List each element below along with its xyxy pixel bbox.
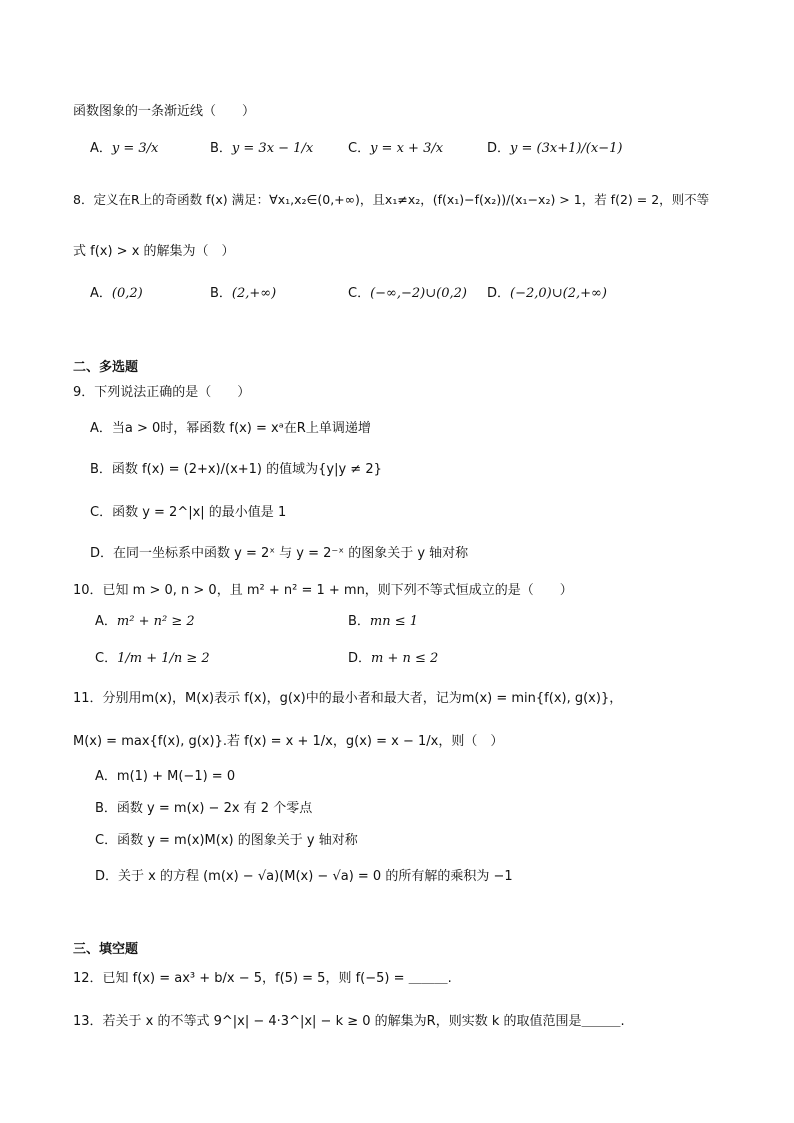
q8-option-c (348, 286, 467, 302)
option-label: B． (90, 462, 112, 477)
option-label: D． (95, 869, 119, 884)
q10-option-a (95, 614, 195, 630)
q11-option-b (95, 801, 312, 817)
q8-option-a (90, 286, 143, 302)
option-label: C． (348, 286, 371, 301)
option-text: 函数 y = 2^|x| 的最小值是 1 (112, 505, 287, 520)
q8-line2: 式 f(x) > x 的解集为（ ） (73, 244, 235, 259)
q11-option-d (95, 869, 513, 885)
q7-option-d (487, 141, 622, 157)
option-text: 函数 f(x) = (2+x)/(x+1) 的值域为{y|y ≠ 2} (111, 462, 382, 477)
option-expr: y = (3x+1)/(x−1) (510, 141, 623, 156)
section-3-title: 三、填空题 (73, 942, 139, 957)
q9-option-a (90, 421, 371, 437)
option-expr: (0,2) (111, 286, 143, 301)
option-text: 函数 y = m(x) − 2x 有 2 个零点 (116, 801, 313, 816)
q11-option-a (95, 769, 235, 785)
q9-option-b (90, 462, 382, 478)
option-text: 在同一坐标系中函数 y = 2ˣ 与 y = 2⁻ˣ 的图象关于 y 轴对称 (113, 546, 469, 561)
option-expr: y = 3/x (111, 141, 159, 156)
q8-option-b (210, 286, 276, 302)
option-expr: y = 3x − 1/x (231, 141, 314, 156)
option-expr: (2,+∞) (231, 286, 277, 301)
option-label: B． (210, 141, 232, 156)
option-expr: (−∞,−2)∪(0,2) (370, 286, 467, 301)
q7-option-b (210, 141, 313, 157)
option-label: A． (90, 141, 112, 156)
option-label: D． (90, 546, 114, 561)
option-text: m(1) + M(−1) = 0 (116, 769, 236, 784)
q10-option-b (348, 614, 418, 630)
q10-option-d (348, 651, 438, 667)
q12: 12．已知 f(x) = ax³ + b/x − 5，f(5) = 5，则 f(−5) = ＿＿＿. (73, 971, 452, 986)
option-label: C． (90, 505, 113, 520)
option-label: A． (90, 286, 112, 301)
option-label: B． (95, 801, 117, 816)
q8-line1: 8．定义在R上的奇函数 f(x) 满足：∀x₁,x₂∈(0,+∞)，且x₁≠x₂，(f(x₁)−f(x₂))/(x₁−x₂) > 1，若 f(2) = 2，则不等 (73, 192, 710, 207)
option-expr: (−2,0)∪(2,+∞) (510, 286, 607, 301)
option-label: D． (348, 651, 372, 666)
option-label: A． (90, 421, 112, 436)
option-expr: mn ≤ 1 (369, 614, 419, 629)
q10-stem: 10．已知 m > 0, n > 0，且 m² + n² = 1 + mn，则下列不等式恒成立的是（ ） (73, 583, 573, 598)
option-expr: 1/m + 1/n ≥ 2 (117, 651, 210, 666)
q11-line1: 11．分别用m(x)，M(x)表示 f(x)，g(x)中的最小者和最大者，记为m(x) = min{f(x), g(x)}， (73, 691, 623, 706)
q7-option-c (348, 141, 443, 157)
option-text: 当a > 0时，幂函数 f(x) = xᵃ在R上单调递增 (111, 421, 371, 436)
option-expr: m² + n² ≥ 2 (116, 614, 195, 629)
q9-option-c (90, 505, 286, 521)
option-label: B． (348, 614, 370, 629)
option-label: D． (487, 286, 511, 301)
option-text: 关于 x 的方程 (m(x) − √a)(M(x) − √a) = 0 的所有解的乘积为 −1 (118, 869, 513, 884)
section-2-title: 二、多选题 (73, 360, 139, 375)
q8-option-d (487, 286, 607, 302)
q10-option-c (95, 651, 210, 667)
q7-option-a (90, 141, 158, 157)
option-label: A． (95, 769, 117, 784)
option-label: B． (210, 286, 232, 301)
option-expr: y = x + 3/x (370, 141, 444, 156)
q9-stem: 9．下列说法正确的是（ ） (73, 385, 251, 400)
option-label: D． (487, 141, 511, 156)
q11-option-c (95, 833, 358, 849)
option-label: C． (95, 833, 118, 848)
q7-stem-end: 函数图象的一条渐近线（ ） (73, 104, 256, 119)
option-label: C． (348, 141, 371, 156)
option-label: A． (95, 614, 117, 629)
q9-option-d (90, 546, 468, 562)
q11-line2: M(x) = max{f(x), g(x)}.若 f(x) = x + 1/x，g(x) = x − 1/x，则（ ） (73, 734, 504, 749)
option-label: C． (95, 651, 118, 666)
option-expr: m + n ≤ 2 (371, 651, 439, 666)
q13: 13．若关于 x 的不等式 9^|x| − 4·3^|x| − k ≥ 0 的解集为R，则实数 k 的取值范围是＿＿＿. (73, 1014, 625, 1029)
option-text: 函数 y = m(x)M(x) 的图象关于 y 轴对称 (117, 833, 358, 848)
